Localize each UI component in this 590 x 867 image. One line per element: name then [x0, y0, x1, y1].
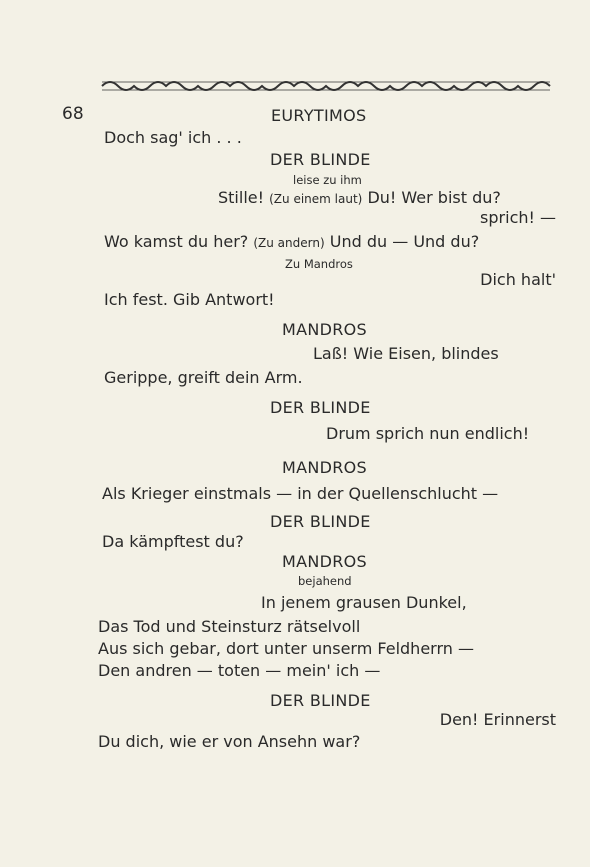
verse-line: In jenem grausen Dunkel, [261, 593, 467, 612]
verse-fragment: Stille! [218, 188, 265, 207]
speaker-der-blinde: DER BLINDE [270, 150, 371, 169]
verse-line: Da kämpftest du? [102, 532, 244, 551]
verse-line: Als Krieger einstmals — in der Quellenschlucht — [102, 484, 499, 503]
verse-line: Den andren — toten — mein' ich — [98, 661, 381, 680]
verse-line: Ich fest. Gib Antwort! [104, 290, 275, 309]
speaker-der-blinde: DER BLINDE [270, 512, 371, 531]
verse-line: Das Tod und Steinsturz rätselvoll [98, 617, 361, 636]
decorative-ornament-border [100, 78, 552, 94]
verse-line: Den! Erinnerst [439, 710, 556, 729]
speaker-mandros: MANDROS [282, 320, 368, 339]
speaker-mandros: MANDROS [282, 552, 368, 571]
verse-line [218, 188, 501, 209]
speaker-der-blinde: DER BLINDE [270, 398, 371, 417]
speaker-mandros: MANDROS [282, 458, 368, 477]
stage-direction: Zu Mandros [285, 257, 353, 271]
verse-line: sprich! — [480, 208, 556, 227]
verse-line: Doch sag' ich . . . [104, 128, 242, 147]
speaker-eurytimos: EURYTIMOS [271, 106, 367, 125]
stage-direction: leise zu ihm [293, 173, 362, 187]
verse-line: Dich halt' [480, 270, 556, 289]
verse-line: Laß! Wie Eisen, blindes [313, 344, 499, 363]
speaker-der-blinde: DER BLINDE [270, 691, 371, 710]
verse-fragment: Und du — Und du? [329, 232, 480, 251]
page-number: 68 [62, 104, 84, 124]
verse-fragment: Du! Wer bist du? [367, 188, 501, 207]
verse-line: Drum sprich nun endlich! [326, 424, 530, 443]
verse-line: Aus sich gebar, dort unter unserm Feldherrn — [98, 639, 474, 658]
stage-direction: (Zu einem laut) [269, 192, 363, 206]
verse-line: Gerippe, greift dein Arm. [104, 368, 303, 387]
verse-fragment: Wo kamst du her? [104, 232, 249, 251]
verse-line [104, 232, 479, 253]
stage-direction: bejahend [298, 574, 352, 588]
verse-line: Du dich, wie er von Ansehn war? [98, 732, 361, 751]
stage-direction: (Zu andern) [253, 236, 325, 250]
